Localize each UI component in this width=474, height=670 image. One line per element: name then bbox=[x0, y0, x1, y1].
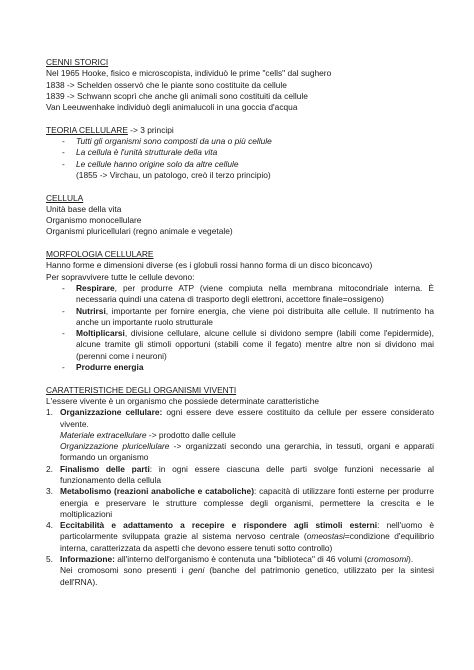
section-intro: L'essere vivente è un organismo che possiede determinate caratteristiche bbox=[46, 395, 320, 406]
text-line: 1839 -> Schwann scoprì che anche gli animali sono costituiti da cellule bbox=[46, 90, 308, 101]
section-title-suffix: -> 3 principi bbox=[127, 124, 174, 135]
text-line: Van Leeuwenhake individuò degli animalucoli in una goccia d'acqua bbox=[46, 102, 298, 113]
list-item: - Nutrirsi, importante per fornire energia, che viene poi distribuita alle cellule. Il nutrimento ha anche un importante ruolo strutturale bbox=[62, 305, 434, 327]
text-line: Organismi pluricellulari (regno animale e vegetale) bbox=[46, 226, 233, 237]
section-title: CENNI STORICI bbox=[46, 57, 109, 67]
numbered-item: 3. Metabolismo (reazioni anaboliche e cataboliche): capacità di utilizzare fonti esterne per produrre energia e preservare le strutture complesse degli organismi, permettere la crescita e le moltiplicazioni bbox=[46, 486, 434, 519]
section-title: TEORIA CELLULARE bbox=[46, 124, 128, 135]
section-cellula bbox=[46, 193, 434, 238]
numbered-item: 5. Informazione: all'interno dell'organismo è contenuta una "biblioteca" di 46 volumi (cromosomi). Nei cromosomi sono presenti i geni (banche del patrimonio genetico, utilizzato per la sintesi dell'RNA). bbox=[46, 554, 434, 587]
section-title: CELLULA bbox=[46, 192, 84, 203]
text-line: Hanno forme e dimensioni diverse (es i globuli rossi hanno forma di un disco biconcavo) bbox=[46, 260, 373, 271]
section-heading bbox=[46, 125, 434, 136]
section-morfologia bbox=[46, 249, 434, 373]
list-item: - Produrre energia bbox=[62, 362, 144, 373]
numbered-item: 4. Eccitabilità e adattamento a recepire e rispondere agli stimoli esterni: nell'uomo è particolarmente sviluppata grazie al sistema nervoso centrale (omeostasi=condizione d'equilibrio interna, caratterizzata da aspetti che devono essere tenuti sotto controllo) bbox=[46, 520, 434, 553]
numbered-item: 2. Finalismo delle parti: in ogni essere ciascuna delle parti svolge funzioni necessarie al funzionamento della cellula bbox=[46, 463, 434, 485]
text-line: Organismo monocellulare bbox=[46, 215, 142, 226]
list-item: - Moltiplicarsi, divisione cellulare, alcune cellule si dividono sempre (labili come l'epidermide), alcune tramite gli stimoli opportuni (stabili come il fegato) mentre altre non si dividono mai (perenni come i neuroni) bbox=[62, 328, 434, 361]
text-line: Per sopravvivere tutte le cellule devono: bbox=[46, 271, 195, 282]
list-item: - Le cellule hanno origine solo da altre cellule bbox=[62, 158, 239, 169]
numbered-item: 1. Organizzazione cellulare: ogni essere deve essere costituito da cellule per essere considerato vivente. Materiale extracellulare -> prodotto dalle cellule Organizzazione pluricellulare -> organizzati secondo una gerarchia, in tessuti, organi e apparati formando un organismo bbox=[46, 407, 435, 463]
text-line: Unità base della vita bbox=[46, 203, 122, 214]
section-cenni-storici bbox=[46, 57, 434, 113]
section-title: CARATTERISTICHE DEGLI ORGANISMI VIVENTI bbox=[46, 384, 237, 395]
list-item: - Tutti gli organismi sono composti da una o più cellule bbox=[62, 136, 272, 147]
list-note: (1855 -> Virchau, un patologo, creò il terzo principio) bbox=[76, 169, 271, 180]
section-caratteristiche bbox=[46, 385, 434, 588]
section-title: MORFOLOGIA CELLULARE bbox=[46, 249, 154, 260]
list-item: - Respirare, per produrre ATP (viene compiuta nella membrana mitocondriale interna. È necessaria quindi una catena di trasporto degli elettroni, accettore finale=ossigeno) bbox=[62, 282, 434, 305]
section-teoria-cellulare bbox=[46, 125, 434, 181]
text-line: Nel 1965 Hooke, fisico e microscopista, individuò le prime "cells" dal sughero bbox=[46, 68, 332, 79]
text-line: 1838 -> Schelden osservò che le piante sono costituite da cellule bbox=[46, 79, 287, 90]
list-item: - La cellula è l'unità strutturale della vita bbox=[62, 147, 218, 158]
